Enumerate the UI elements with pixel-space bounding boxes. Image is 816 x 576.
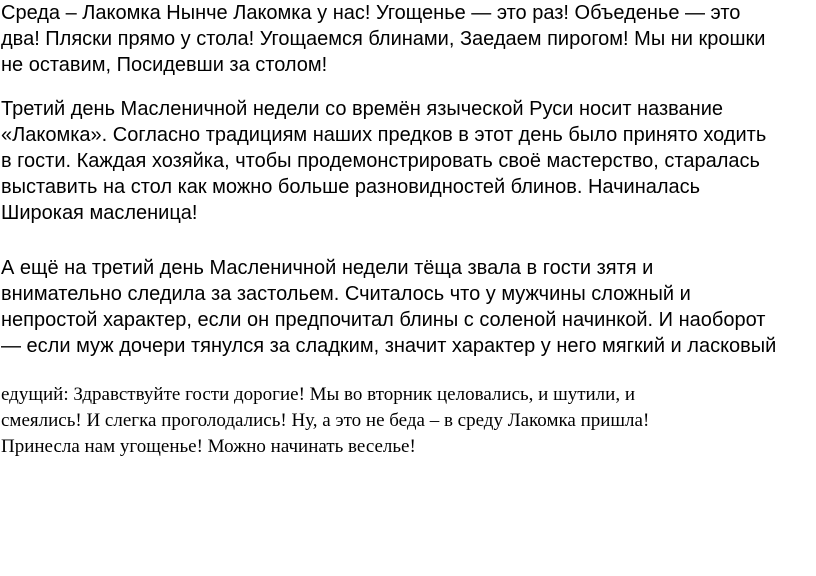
text-line: выставить на стол как можно больше разновидностей блинов. Начиналась xyxy=(1,176,701,198)
text-line: А ещё на третий день Масленичной недели тёща звала в гости зятя и xyxy=(1,257,654,279)
text-line: едущий: Здравствуйте гости дорогие! Мы во вторник целовались, и шутили, и xyxy=(1,384,636,405)
text-line: Принесла нам угощенье! Можно начинать веселье! xyxy=(1,436,416,457)
text-line: внимательно следила за застольем. Считалось что у мужчины сложный и xyxy=(1,283,691,305)
text-line: — если муж дочери тянулся за сладким, значит характер у него мягкий и ласковый xyxy=(1,335,777,357)
text-line: Среда – Лакомка Нынче Лакомка у нас! Угощенье — это раз! Объеденье — это xyxy=(1,2,741,24)
text-line: не оставим, Посидевши за столом! xyxy=(1,54,328,76)
text-line: смеялись! И слегка проголодались! Ну, а это не беда – в среду Лакомка пришла! xyxy=(1,410,650,431)
text-line: Третий день Масленичной недели со времён языческой Руси носит название xyxy=(1,98,724,120)
text-line: в гости. Каждая хозяйка, чтобы продемонстрировать своё мастерство, старалась xyxy=(1,150,760,172)
text-line: «Лакомка». Согласно традициям наших предков в этот день было принято ходить xyxy=(1,124,767,146)
text-line: Широкая масленица! xyxy=(1,202,198,224)
text-line: два! Пляски прямо у стола! Угощаемся блинами, Заедаем пирогом! Мы ни крошки xyxy=(1,28,766,50)
text-line: непростой характер, если он предпочитал блины с соленой начинкой. И наоборот xyxy=(1,309,766,331)
